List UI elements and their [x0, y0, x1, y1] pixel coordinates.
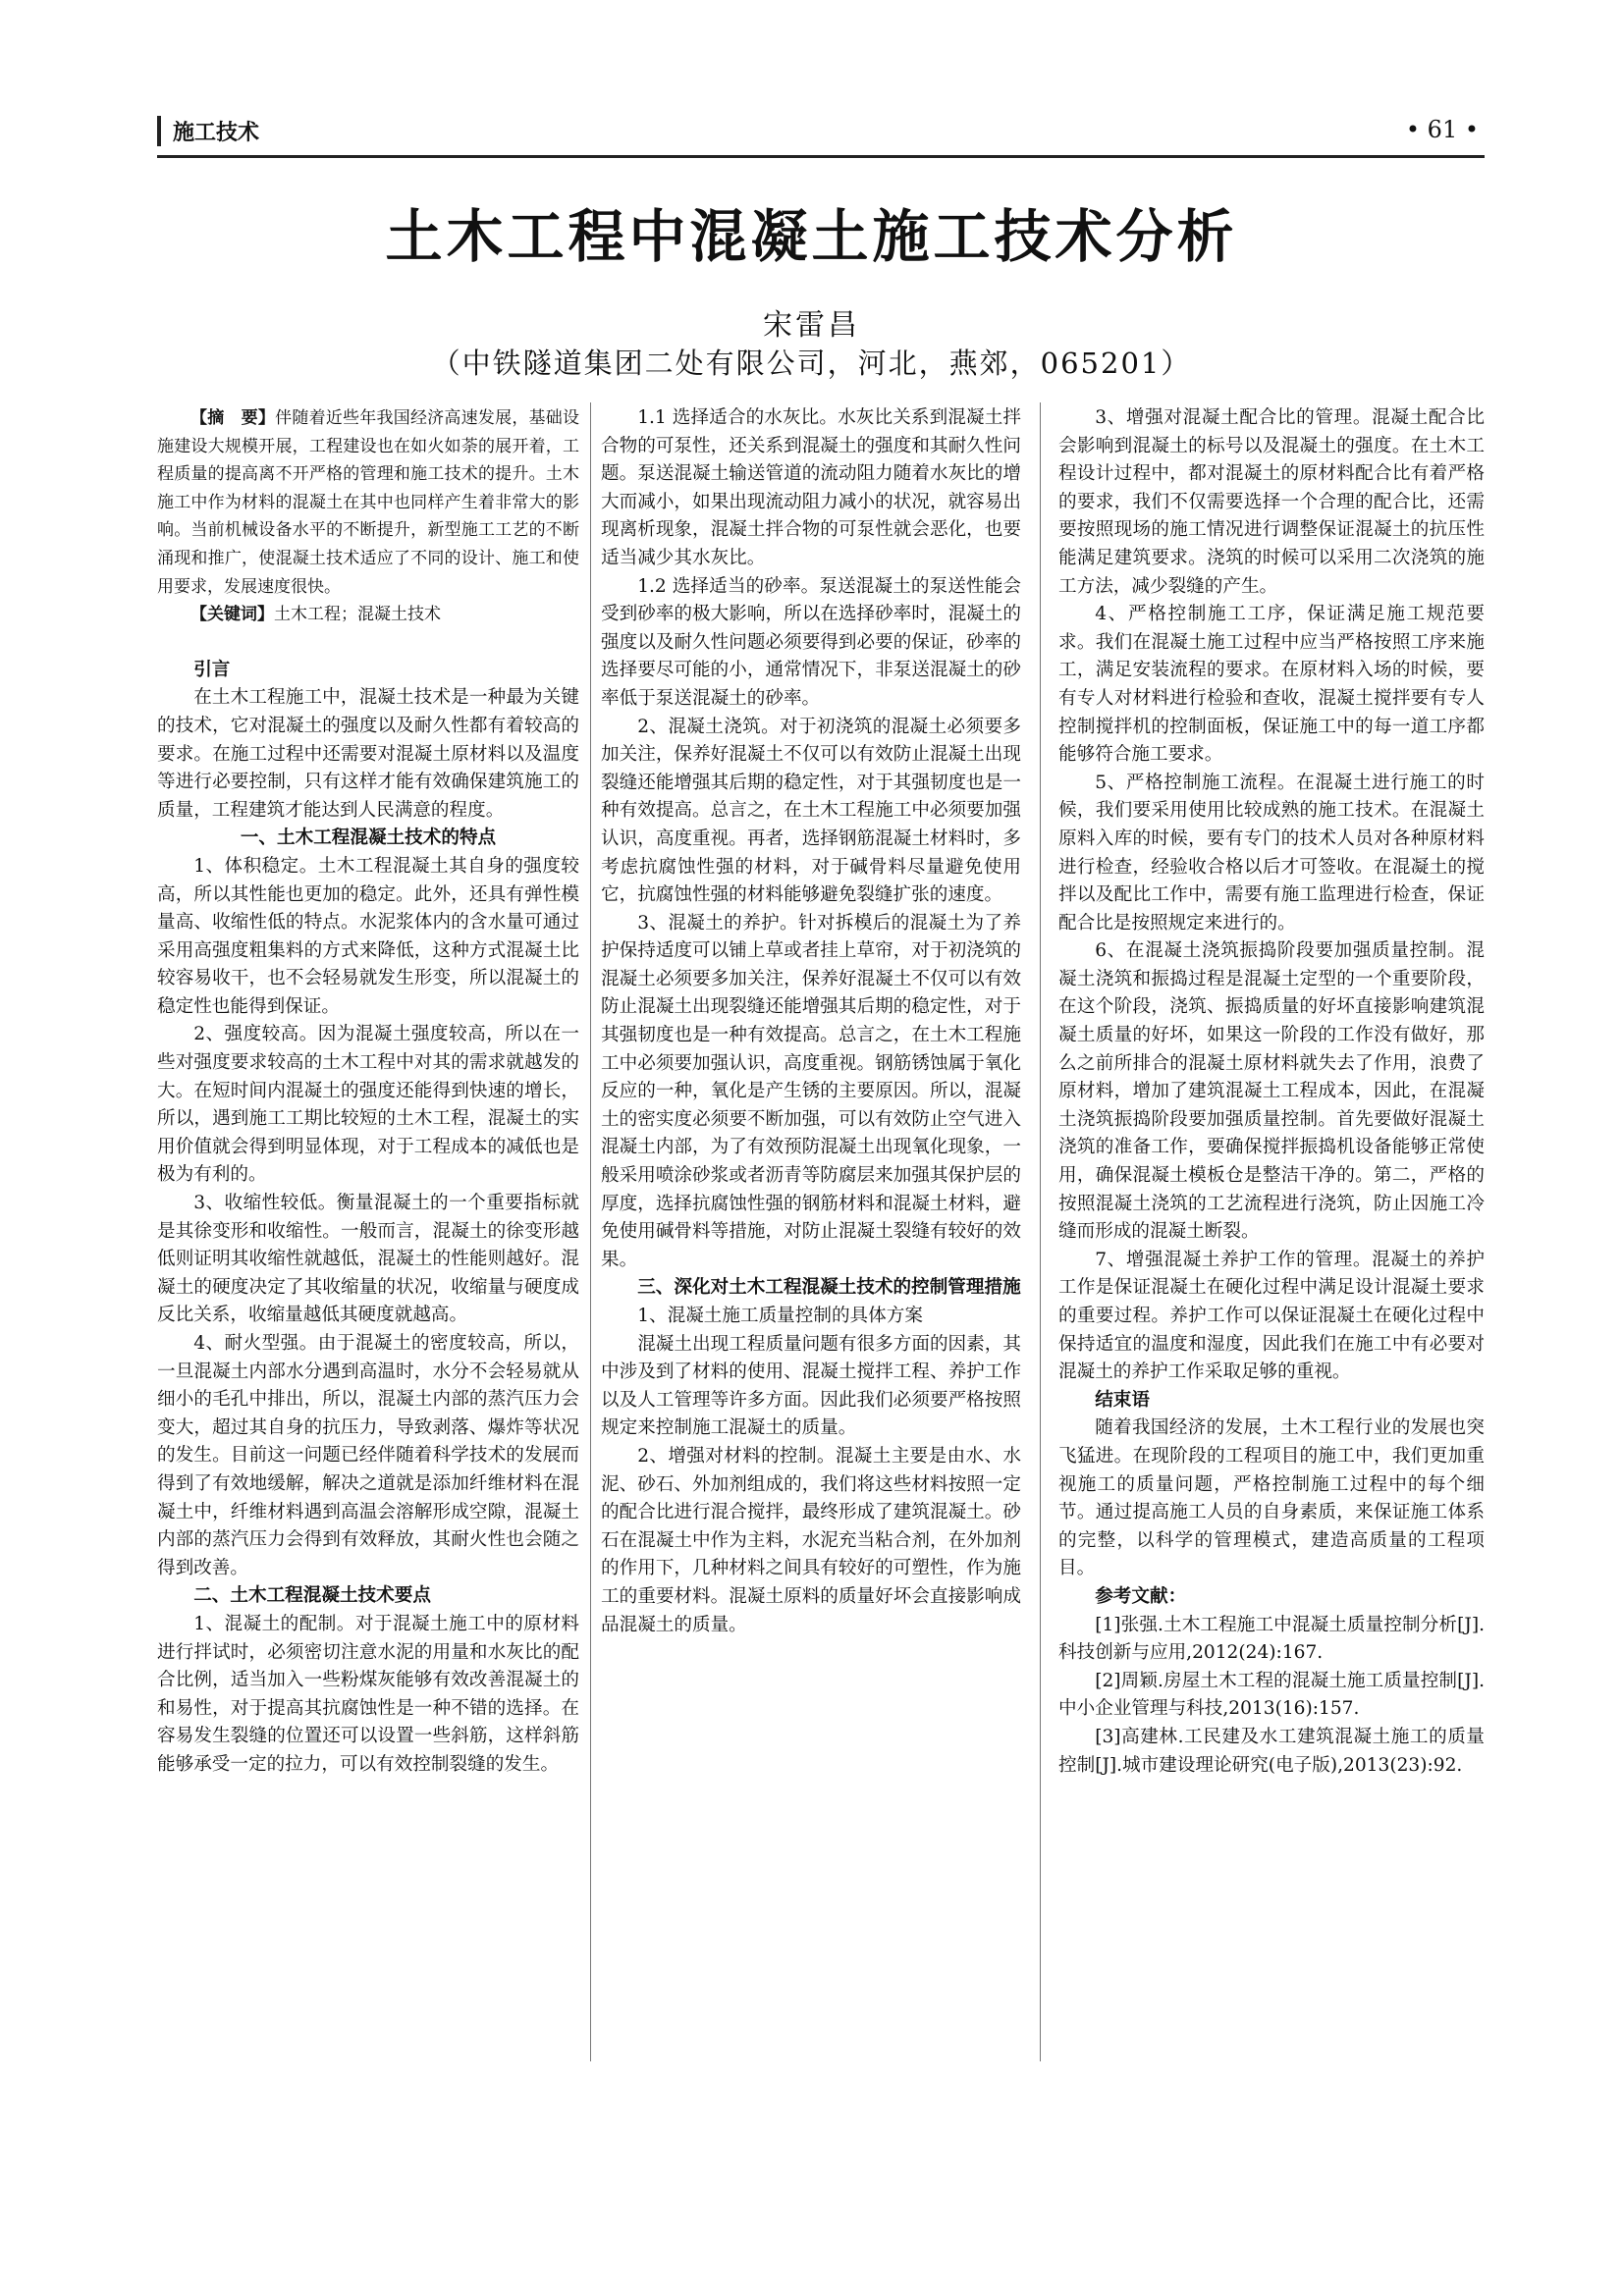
column-3 [1058, 404, 1485, 2112]
paragraph: 3、收缩性较低。衡量混凝土的一个重要指标就是其徐变形和收缩性。一般而言，混凝土的徐变形越低则证明其收缩性就越低，混凝土的性能则越好。混凝土的硬度决定了其收缩量的状况，收缩量与硬度成反比关系，收缩量越低其硬度就越高。 [157, 1193, 579, 1326]
running-header [157, 110, 1485, 158]
section-heading-2: 二、土木工程混凝土技术要点 [193, 1585, 431, 1607]
paragraph: 3、增强对混凝土配合比的管理。混凝土配合比会影响到混凝土的标号以及混凝土的强度。在土木工程设计过程中，都对混凝土的原材料配合比有着严格的要求，我们不仅需要选择一个合理的配合比，还需要按照现场的施工情况进行调整保证混凝土的抗压性能满足建筑要求。浇筑的时候可以采用二次浇筑的施工方法，减少裂缝的产生。 [1058, 407, 1485, 597]
author-affiliation: （中铁隧道集团二处有限公司，河北，燕郊，065201） [431, 347, 1192, 380]
paragraph: 1.1 选择适合的水灰比。水灰比关系到混凝土拌合物的可泵性，还关系到混凝土的强度和其耐久性问题。泵送混凝土输送管道的流动阻力随着水灰比的增大而减小，如果出现流动阻力减小的状况，就容易出现离析现象，混凝土拌合物的可泵性就会恶化，也要适当减少其水灰比。 [601, 407, 1021, 568]
conclusion-paragraph: 随着我国经济的发展，土木工程行业的发展也突飞猛进。在现阶段的工程项目的施工中，我们更加重视施工的质量问题，严格控制施工过程中的每个细节。通过提高施工人员的自身素质，来保证施工体系的完整，以科学的管理模式，建造高质量的工程项目。 [1058, 1417, 1485, 1579]
section-heading-1: 一、土木工程混凝土技术的特点 [240, 828, 497, 849]
conclusion-heading: 结束语 [1095, 1389, 1150, 1411]
spacer [157, 629, 579, 657]
reference-item: [1]张强.土木工程施工中混凝土质量控制分析[J].科技创新与应用,2012(24):167. [1058, 1614, 1485, 1664]
paragraph: 5、严格控制施工流程。在混凝土进行施工的时候，我们要采用使用比较成熟的施工技术。在混凝土原料入库的时候，要有专门的技术人员对各种原材料进行检查，经验收合格以后才可签收。在混凝土的搅拌以及配比工作中，需要有施工监理进行检查，保证配合比是按照规定来进行的。 [1058, 772, 1485, 934]
paragraph: 7、增强混凝土养护工作的管理。混凝土的养护工作是保证混凝土在硬化过程中满足设计混凝土要求的重要过程。养护工作可以保证混凝土在硬化过程中保持适宜的温度和湿度，因此我们在施工中有必要对混凝土的养护工作采取足够的重视。 [1058, 1249, 1485, 1383]
intro-heading: 引言 [193, 659, 231, 680]
author-name: 宋雷昌 [763, 308, 860, 343]
paragraph: 2、强度较高。因为混凝土强度较高，所以在一些对强度要求较高的土木工程中对其的需求就越发的大。在短时间内混凝土的强度还能得到快速的增长，所以，遇到施工工期比较短的土木工程，混凝土的实用价值就会得到明显体现，对于工程成本的减低也是极为有利的。 [157, 1024, 579, 1186]
keywords-label: 【关键词】 [190, 605, 274, 625]
paragraph: 1、体积稳定。土木工程混凝土其自身的强度较高，所以其性能也更加的稳定。此外，还具有弹性模量高、收缩性低的特点。水泥浆体内的含水量可通过采用高强度粗集料的方式来降低，这种方式混凝土比较容易收干，也不会轻易就发生形变，所以混凝土的稳定性也能得到保证。 [157, 855, 579, 1017]
column-2 [601, 404, 1021, 2112]
intro-paragraph: 在土木工程施工中，混凝土技术是一种最为关键的技术，它对混凝土的强度以及耐久性都有着较高的要求。在施工过程中还需要对混凝土原材料以及温度等进行必要控制，只有这样才能有效确保建筑施工的质量，工程建筑才能达到人民满意的程度。 [157, 687, 579, 821]
paragraph: 4、耐火型强。由于混凝土的密度较高，所以，一旦混凝土内部水分遇到高温时，水分不会轻易就从细小的毛孔中排出，所以，混凝土内部的蒸汽压力会变大，超过其自身的抗压力，导致剥落、爆炸等状况的发生。目前这一问题已经伴随着科学技术的发展而得到了有效地缓解，解决之道就是添加纤维材料在混凝土中，纤维材料遇到高温会溶解形成空隙，混凝土内部的蒸汽压力会得到有效释放，其耐火性也会随之得到改善。 [157, 1333, 579, 1578]
abstract-text: 伴随着近些年我国经济高速发展，基础设施建设大规模开展，工程建设也在如火如荼的展开着，工程质量的提高离不开严格的管理和施工技术的提升。土木施工中作为材料的混凝土在其中也同样产生着非常大的影响。当前机械设备水平的不断提升，新型施工工艺的不断涌现和推广，使混凝土技术适应了不同的设计、施工和使用要求，发展速度很快。 [157, 408, 579, 597]
paragraph: 混凝土出现工程质量问题有很多方面的因素，其中涉及到了材料的使用、混凝土搅拌工程、养护工作以及人工管理等许多方面。因此我们必须要严格按照规定来控制施工混凝土的质量。 [601, 1333, 1021, 1439]
paragraph: 1、混凝土的配制。对于混凝土施工中的原材料进行拌试时，必须密切注意水泥的用量和水灰比的配合比例，适当加入一些粉煤灰能够有效改善混凝土的和易性，对于提高其抗腐蚀性是一种不错的选择。在容易发生裂缝的位置还可以设置一些斜筋，这样斜筋能够承受一定的拉力，可以有效控制裂缝的发生。 [157, 1613, 579, 1775]
article-title: 土木工程中混凝土施工技术分析 [385, 203, 1238, 270]
abstract-label: 【摘 要】 [190, 408, 276, 428]
column-1 [157, 404, 579, 2112]
section-heading-3: 三、深化对土木工程混凝土技术的控制管理措施 [637, 1277, 1021, 1299]
keywords [157, 601, 579, 629]
paragraph: 3、混凝土的养护。针对拆模后的混凝土为了养护保持适度可以铺上草或者挂上草帘，对于初浇筑的混凝土必须要多加关注，保养好混凝土不仅可以有效防止混凝土出现裂缝还能增强其后期的稳定性，对于其强韧度也是一种有效提高。总言之，在土木工程施工中必须要加强认识，高度重视。钢筋锈蚀属于氧化反应的一种，氧化是产生锈的主要原因。所以，混凝土的密实度必须要不断加强，可以有效防止空气进入混凝土内部，为了有效预防混凝土出现氧化现象，一般采用喷涂砂浆或者沥青等防腐层来加强其保护层的厚度，选择抗腐蚀性强的钢筋材料和混凝土材料，避免使用碱骨料等措施，对防止混凝土裂缝有较好的效果。 [601, 912, 1021, 1270]
keywords-text: 土木工程；混凝土技术 [274, 605, 441, 625]
paragraph: 2、增强对材料的控制。混凝土主要是由水、水泥、砂石、外加剂组成的，我们将这些材料按照一定的配合比进行混合搅拌，最终形成了建筑混凝土。砂石在混凝土中作为主料，水泥充当粘合剂，在外加剂的作用下，几种材料之间具有较好的可塑性，作为施工的重要材料。混凝土原料的质量好坏会直接影响成品混凝土的质量。 [601, 1445, 1021, 1635]
references-heading: 参考文献： [1095, 1585, 1187, 1607]
reference-item: [3]高建林.工民建及水工建筑混凝土施工的质量控制[J].城市建设理论研究(电子版),2013(23):92. [1058, 1726, 1485, 1776]
abstract [157, 404, 579, 601]
paragraph: 1.2 选择适当的砂率。泵送混凝土的泵送性能会受到砂率的极大影响，所以在选择砂率时，混凝土的强度以及耐久性问题必须要得到必要的保证，砂率的选择要尽可能的小，通常情况下，非泵送混凝土的砂率低于泵送混凝土的砂率。 [601, 575, 1021, 709]
paragraph: 6、在混凝土浇筑振捣阶段要加强质量控制。混凝土浇筑和振捣过程是混凝土定型的一个重要阶段，在这个阶段，浇筑、振捣质量的好坏直接影响建筑混凝土质量的好坏，如果这一阶段的工作没有做好，那么之前所排合的混凝土原材料就失去了作用，浪费了原材料，增加了建筑混凝土工程成本，因此，在混凝土浇筑振捣阶段要加强质量控制。首先要做好混凝土浇筑的准备工作，要确保搅拌振捣机设备能够正常使用，确保混凝土模板仓是整洁干净的。第二，严格的按照混凝土浇筑的工艺流程进行浇筑，防止因施工冷缝而形成的混凝土断裂。 [1058, 940, 1485, 1243]
section-label: 施工技术 [157, 116, 259, 146]
subsection-heading: 1、混凝土施工质量控制的具体方案 [637, 1306, 923, 1326]
reference-item: [2]周颖.房屋土木工程的混凝土施工质量控制[J].中小企业管理与科技,2013(16):157. [1058, 1670, 1485, 1720]
page-number: • 61 • [1405, 116, 1479, 143]
column-divider [590, 402, 591, 2061]
paragraph: 4、严格控制施工工序，保证满足施工规范要求。我们在混凝土施工过程中应当严格按照工序来施工，满足安装流程的要求。在原材料入场的时候，要有专人对材料进行检验和查收，混凝土搅拌要有专人控制搅拌机的控制面板，保证施工中的每一道工序都能够符合施工要求。 [1058, 604, 1485, 766]
column-divider [1040, 402, 1041, 2061]
paragraph: 2、混凝土浇筑。对于初浇筑的混凝土必须要多加关注，保养好混凝土不仅可以有效防止混凝土出现裂缝还能增强其后期的稳定性，对于其强韧度也是一种有效提高。总言之，在土木工程施工中必须要加强认识，高度重视。再者，选择钢筋混凝土材料时，多考虑抗腐蚀性强的材料，对于碱骨料尽量避免使用它，抗腐蚀性强的材料能够避免裂缝扩张的速度。 [601, 716, 1021, 906]
